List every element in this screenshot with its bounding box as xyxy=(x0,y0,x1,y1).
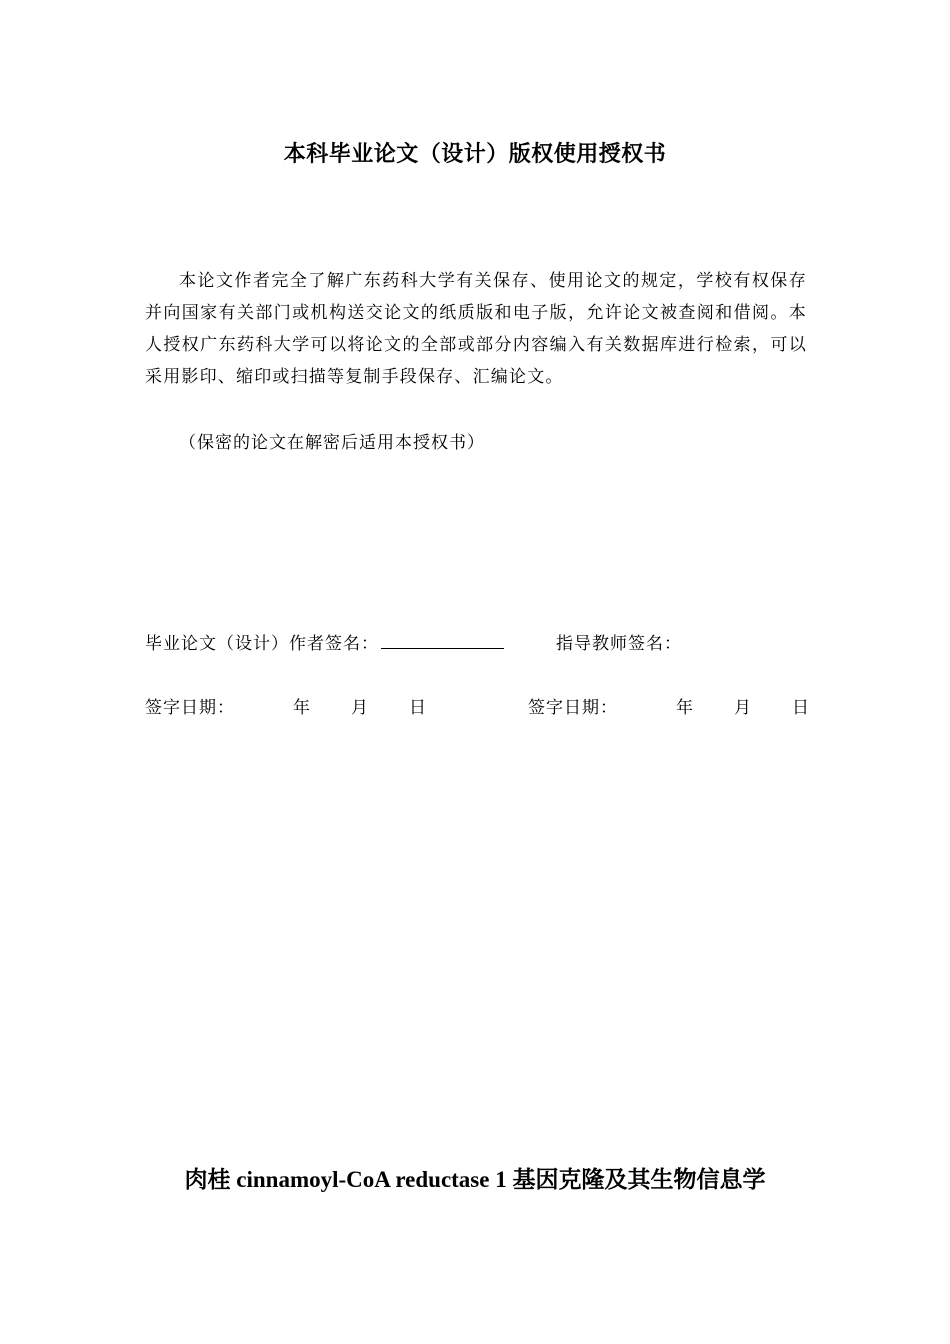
thesis-title: 肉桂 cinnamoyl-CoA reductase 1 基因克隆及其生物信息学 xyxy=(184,1167,766,1192)
confidential-note: （保密的论文在解密后适用本授权书） xyxy=(179,433,485,453)
advisor-date-day: 日 xyxy=(792,698,810,718)
author-date-day: 日 xyxy=(409,698,427,718)
author-date-month: 月 xyxy=(351,698,369,718)
author-date-year: 年 xyxy=(293,698,311,718)
advisor-date-month: 月 xyxy=(734,698,752,718)
author-signature-row xyxy=(145,630,504,658)
advisor-date-label: 签字日期： xyxy=(528,698,618,718)
advisor-date-row xyxy=(528,694,810,722)
author-signature-line[interactable] xyxy=(381,630,504,649)
advisor-date-year: 年 xyxy=(676,698,694,718)
page-title: 本科毕业论文（设计）版权使用授权书 xyxy=(283,142,667,167)
authorization-paragraph: 本论文作者完全了解广东药科大学有关保存、使用论文的规定，学校有权保存并向国家有关部门或机构送交论文的纸质版和电子版，允许论文被查阅和借阅。本人授权广东药科大学可以将论文的全部或部分内容编入有关数据库进行检索，可以采用影印、缩印或扫描等复制手段保存、汇编论文。 xyxy=(145,271,807,387)
author-date-label: 签字日期： xyxy=(145,698,235,718)
author-signature-label: 毕业论文（设计）作者签名： xyxy=(145,634,379,654)
author-date-row xyxy=(145,694,427,722)
advisor-signature-row xyxy=(556,630,682,658)
advisor-signature-label: 指导教师签名： xyxy=(556,634,682,654)
